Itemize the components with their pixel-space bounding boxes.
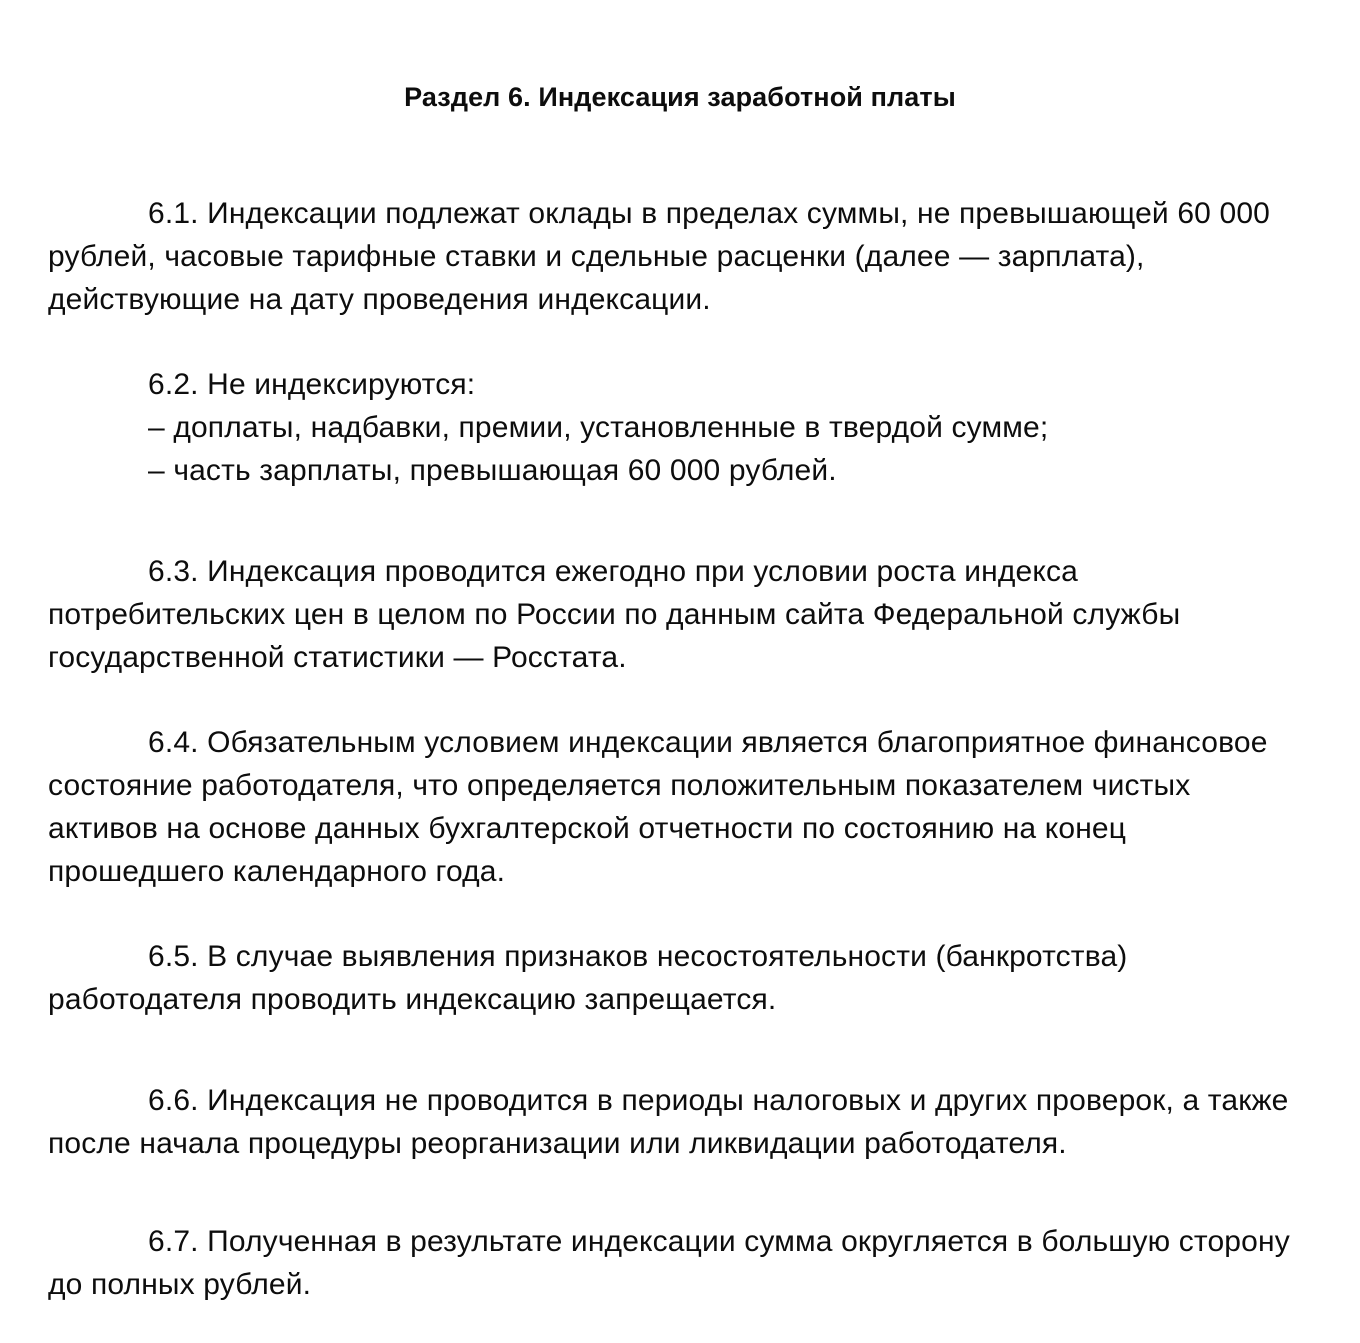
clause-6-7: 6.7. Полученная в результате индексации сумма округляется в большую сторону до полных рублей.: [48, 1225, 1290, 1301]
clause-6-2-intro: 6.2. Не индексируются:: [148, 368, 476, 401]
clause-6-6: 6.6. Индексация не проводится в периоды налоговых и других проверок, а также после начала процедуры реорганизации или ликвидации работодателя.: [48, 1084, 1289, 1160]
clause-6-3: 6.3. Индексация проводится ежегодно при условии роста индекса потребительских цен в целом по России по данным сайта Федеральной службы государственной статистики — Росстата.: [48, 555, 1181, 674]
clause-6-1: 6.1. Индексации подлежат оклады в пределах суммы, не превышающей 60 000 рублей, часовые тарифные ставки и сдельные расценки (далее — зарплата), действующие на дату проведения индексации.: [48, 197, 1270, 316]
clause-6-2-item-2: – часть зарплаты, превышающая 60 000 рублей.: [148, 454, 837, 487]
document-body: [48, 192, 1296, 1306]
clause-6-5: 6.5. В случае выявления признаков несостоятельности (банкротства) работодателя проводить индексацию запрещается.: [48, 940, 1128, 1016]
page-title: Раздел 6. Индексация заработной платы: [404, 82, 956, 113]
clause-6-2-item-1: – доплаты, надбавки, премии, установленные в твердой сумме;: [148, 411, 1049, 444]
clause-6-4: 6.4. Обязательным условием индексации является благоприятное финансовое состояние работодателя, что определяется положительным показателем чистых активов на основе данных бухгалтерской отчетности по состоянию на конец прошедшего календарного года.: [48, 726, 1268, 888]
